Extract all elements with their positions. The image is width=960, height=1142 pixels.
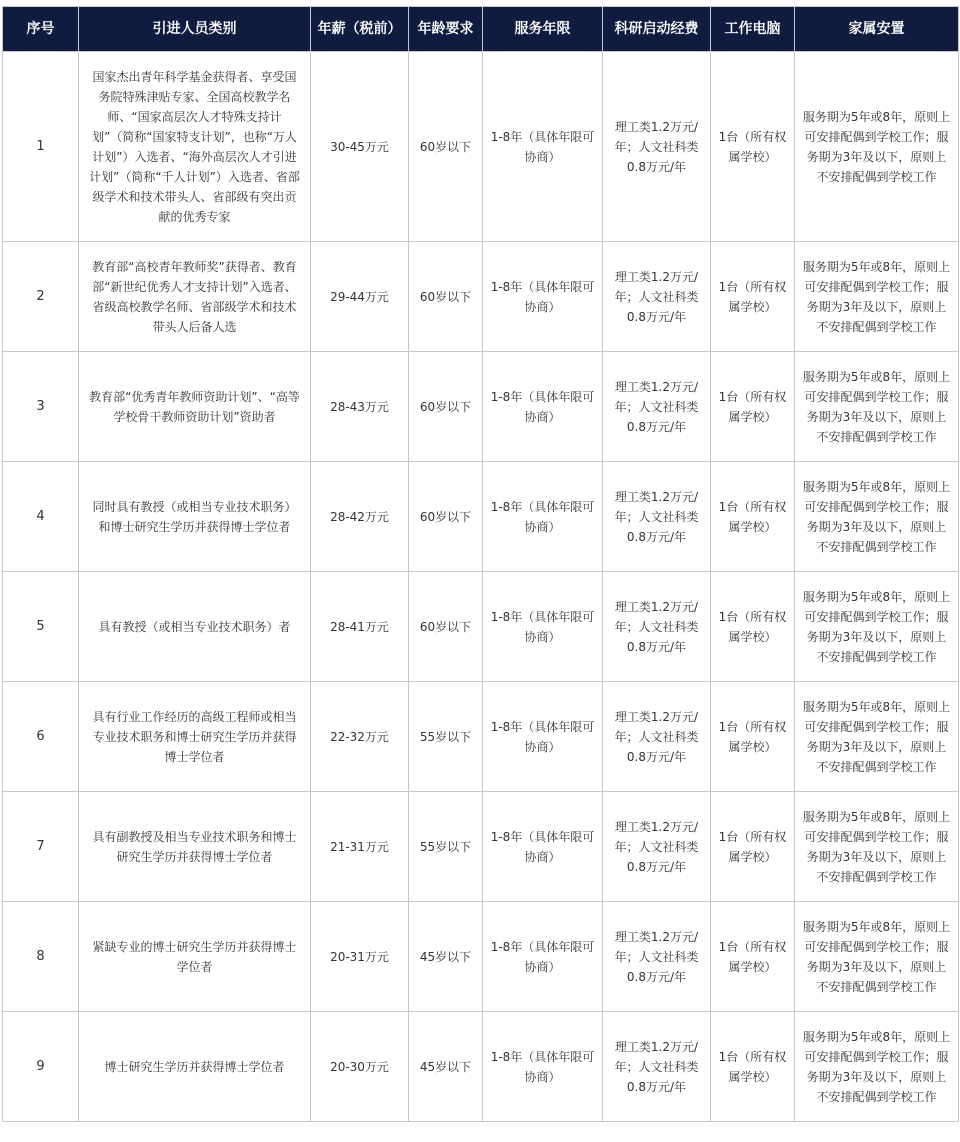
cell-family: 服务期为5年或8年，原则上可安排配偶到学校工作；服务期为3年及以下，原则上不安排配偶到学校工作 <box>795 352 959 462</box>
cell-funding: 理工类1.2万元/年；人文社科类0.8万元/年 <box>603 1012 711 1122</box>
cell-no: 6 <box>3 682 79 792</box>
cell-service: 1-8年（具体年限可协商） <box>483 242 603 352</box>
table-row <box>3 902 959 1012</box>
cell-no: 4 <box>3 462 79 572</box>
cell-age: 45岁以下 <box>409 1012 483 1122</box>
table-row <box>3 792 959 902</box>
header-category: 引进人员类别 <box>79 7 311 52</box>
cell-category: 教育部“优秀青年教师资助计划”、“高等学校骨干教师资助计划”资助者 <box>79 352 311 462</box>
cell-service: 1-8年（具体年限可协商） <box>483 462 603 572</box>
cell-family: 服务期为5年或8年，原则上可安排配偶到学校工作；服务期为3年及以下，原则上不安排配偶到学校工作 <box>795 792 959 902</box>
cell-salary: 28-41万元 <box>311 572 409 682</box>
cell-salary: 21-31万元 <box>311 792 409 902</box>
cell-family: 服务期为5年或8年，原则上可安排配偶到学校工作；服务期为3年及以下，原则上不安排配偶到学校工作 <box>795 242 959 352</box>
header-salary: 年薪（税前） <box>311 7 409 52</box>
cell-service: 1-8年（具体年限可协商） <box>483 902 603 1012</box>
table-row <box>3 1012 959 1122</box>
cell-funding: 理工类1.2万元/年；人文社科类0.8万元/年 <box>603 792 711 902</box>
cell-family: 服务期为5年或8年，原则上可安排配偶到学校工作；服务期为3年及以下，原则上不安排配偶到学校工作 <box>795 682 959 792</box>
cell-age: 60岁以下 <box>409 352 483 462</box>
cell-category: 具有教授（或相当专业技术职务）者 <box>79 572 311 682</box>
cell-computer: 1台（所有权属学校） <box>711 1012 795 1122</box>
cell-age: 60岁以下 <box>409 52 483 242</box>
cell-no: 7 <box>3 792 79 902</box>
cell-salary: 20-31万元 <box>311 902 409 1012</box>
cell-computer: 1台（所有权属学校） <box>711 352 795 462</box>
cell-computer: 1台（所有权属学校） <box>711 902 795 1012</box>
cell-salary: 28-43万元 <box>311 352 409 462</box>
cell-category: 博士研究生学历并获得博士学位者 <box>79 1012 311 1122</box>
header-family-placement: 家属安置 <box>795 7 959 52</box>
cell-category: 教育部“高校青年教师奖”获得者、教育部“新世纪优秀人才支持计划”入选者、省级高校教学名师、省部级学术和技术带头人后备人选 <box>79 242 311 352</box>
cell-funding: 理工类1.2万元/年；人文社科类0.8万元/年 <box>603 52 711 242</box>
cell-category: 同时具有教授（或相当专业技术职务）和博士研究生学历并获得博士学位者 <box>79 462 311 572</box>
header-no: 序号 <box>3 7 79 52</box>
cell-family: 服务期为5年或8年，原则上可安排配偶到学校工作；服务期为3年及以下，原则上不安排配偶到学校工作 <box>795 52 959 242</box>
cell-category: 具有副教授及相当专业技术职务和博士研究生学历并获得博士学位者 <box>79 792 311 902</box>
cell-no: 2 <box>3 242 79 352</box>
cell-no: 1 <box>3 52 79 242</box>
cell-category: 具有行业工作经历的高级工程师或相当专业技术职务和博士研究生学历并获得博士学位者 <box>79 682 311 792</box>
cell-no: 8 <box>3 902 79 1012</box>
cell-no: 9 <box>3 1012 79 1122</box>
cell-computer: 1台（所有权属学校） <box>711 52 795 242</box>
cell-age: 60岁以下 <box>409 572 483 682</box>
cell-service: 1-8年（具体年限可协商） <box>483 52 603 242</box>
table-row <box>3 52 959 242</box>
table-row <box>3 682 959 792</box>
cell-service: 1-8年（具体年限可协商） <box>483 792 603 902</box>
cell-no: 3 <box>3 352 79 462</box>
cell-funding: 理工类1.2万元/年；人文社科类0.8万元/年 <box>603 572 711 682</box>
cell-age: 60岁以下 <box>409 462 483 572</box>
cell-salary: 30-45万元 <box>311 52 409 242</box>
cell-funding: 理工类1.2万元/年；人文社科类0.8万元/年 <box>603 902 711 1012</box>
cell-computer: 1台（所有权属学校） <box>711 572 795 682</box>
cell-family: 服务期为5年或8年，原则上可安排配偶到学校工作；服务期为3年及以下，原则上不安排配偶到学校工作 <box>795 572 959 682</box>
cell-family: 服务期为5年或8年，原则上可安排配偶到学校工作；服务期为3年及以下，原则上不安排配偶到学校工作 <box>795 1012 959 1122</box>
table-header-row <box>3 7 959 52</box>
cell-age: 45岁以下 <box>409 902 483 1012</box>
cell-computer: 1台（所有权属学校） <box>711 792 795 902</box>
cell-service: 1-8年（具体年限可协商） <box>483 682 603 792</box>
cell-salary: 20-30万元 <box>311 1012 409 1122</box>
cell-service: 1-8年（具体年限可协商） <box>483 1012 603 1122</box>
cell-salary: 28-42万元 <box>311 462 409 572</box>
cell-age: 55岁以下 <box>409 682 483 792</box>
cell-service: 1-8年（具体年限可协商） <box>483 352 603 462</box>
cell-category: 国家杰出青年科学基金获得者、享受国务院特殊津贴专家、全国高校教学名师、“国家高层次人才特殊支持计划”（简称“国家特支计划”，也称“万人计划”）入选者、“海外高层次人才引进计划”（简称“千人计划”）入选者、省部级学术和技术带头人、省部级有突出贡献的优秀专家 <box>79 52 311 242</box>
table-row <box>3 572 959 682</box>
header-age: 年龄要求 <box>409 7 483 52</box>
cell-salary: 29-44万元 <box>311 242 409 352</box>
cell-funding: 理工类1.2万元/年；人文社科类0.8万元/年 <box>603 242 711 352</box>
cell-computer: 1台（所有权属学校） <box>711 242 795 352</box>
cell-salary: 22-32万元 <box>311 682 409 792</box>
cell-computer: 1台（所有权属学校） <box>711 682 795 792</box>
cell-no: 5 <box>3 572 79 682</box>
cell-funding: 理工类1.2万元/年；人文社科类0.8万元/年 <box>603 462 711 572</box>
cell-age: 55岁以下 <box>409 792 483 902</box>
header-research-funding: 科研启动经费 <box>603 7 711 52</box>
header-service-years: 服务年限 <box>483 7 603 52</box>
cell-family: 服务期为5年或8年，原则上可安排配偶到学校工作；服务期为3年及以下，原则上不安排配偶到学校工作 <box>795 462 959 572</box>
table-row <box>3 242 959 352</box>
cell-funding: 理工类1.2万元/年；人文社科类0.8万元/年 <box>603 352 711 462</box>
table-row <box>3 462 959 572</box>
cell-category: 紧缺专业的博士研究生学历并获得博士学位者 <box>79 902 311 1012</box>
cell-family: 服务期为5年或8年，原则上可安排配偶到学校工作；服务期为3年及以下，原则上不安排配偶到学校工作 <box>795 902 959 1012</box>
talent-recruitment-table <box>2 6 959 1122</box>
table-row <box>3 352 959 462</box>
cell-service: 1-8年（具体年限可协商） <box>483 572 603 682</box>
cell-computer: 1台（所有权属学校） <box>711 462 795 572</box>
cell-age: 60岁以下 <box>409 242 483 352</box>
cell-funding: 理工类1.2万元/年；人文社科类0.8万元/年 <box>603 682 711 792</box>
header-work-computer: 工作电脑 <box>711 7 795 52</box>
